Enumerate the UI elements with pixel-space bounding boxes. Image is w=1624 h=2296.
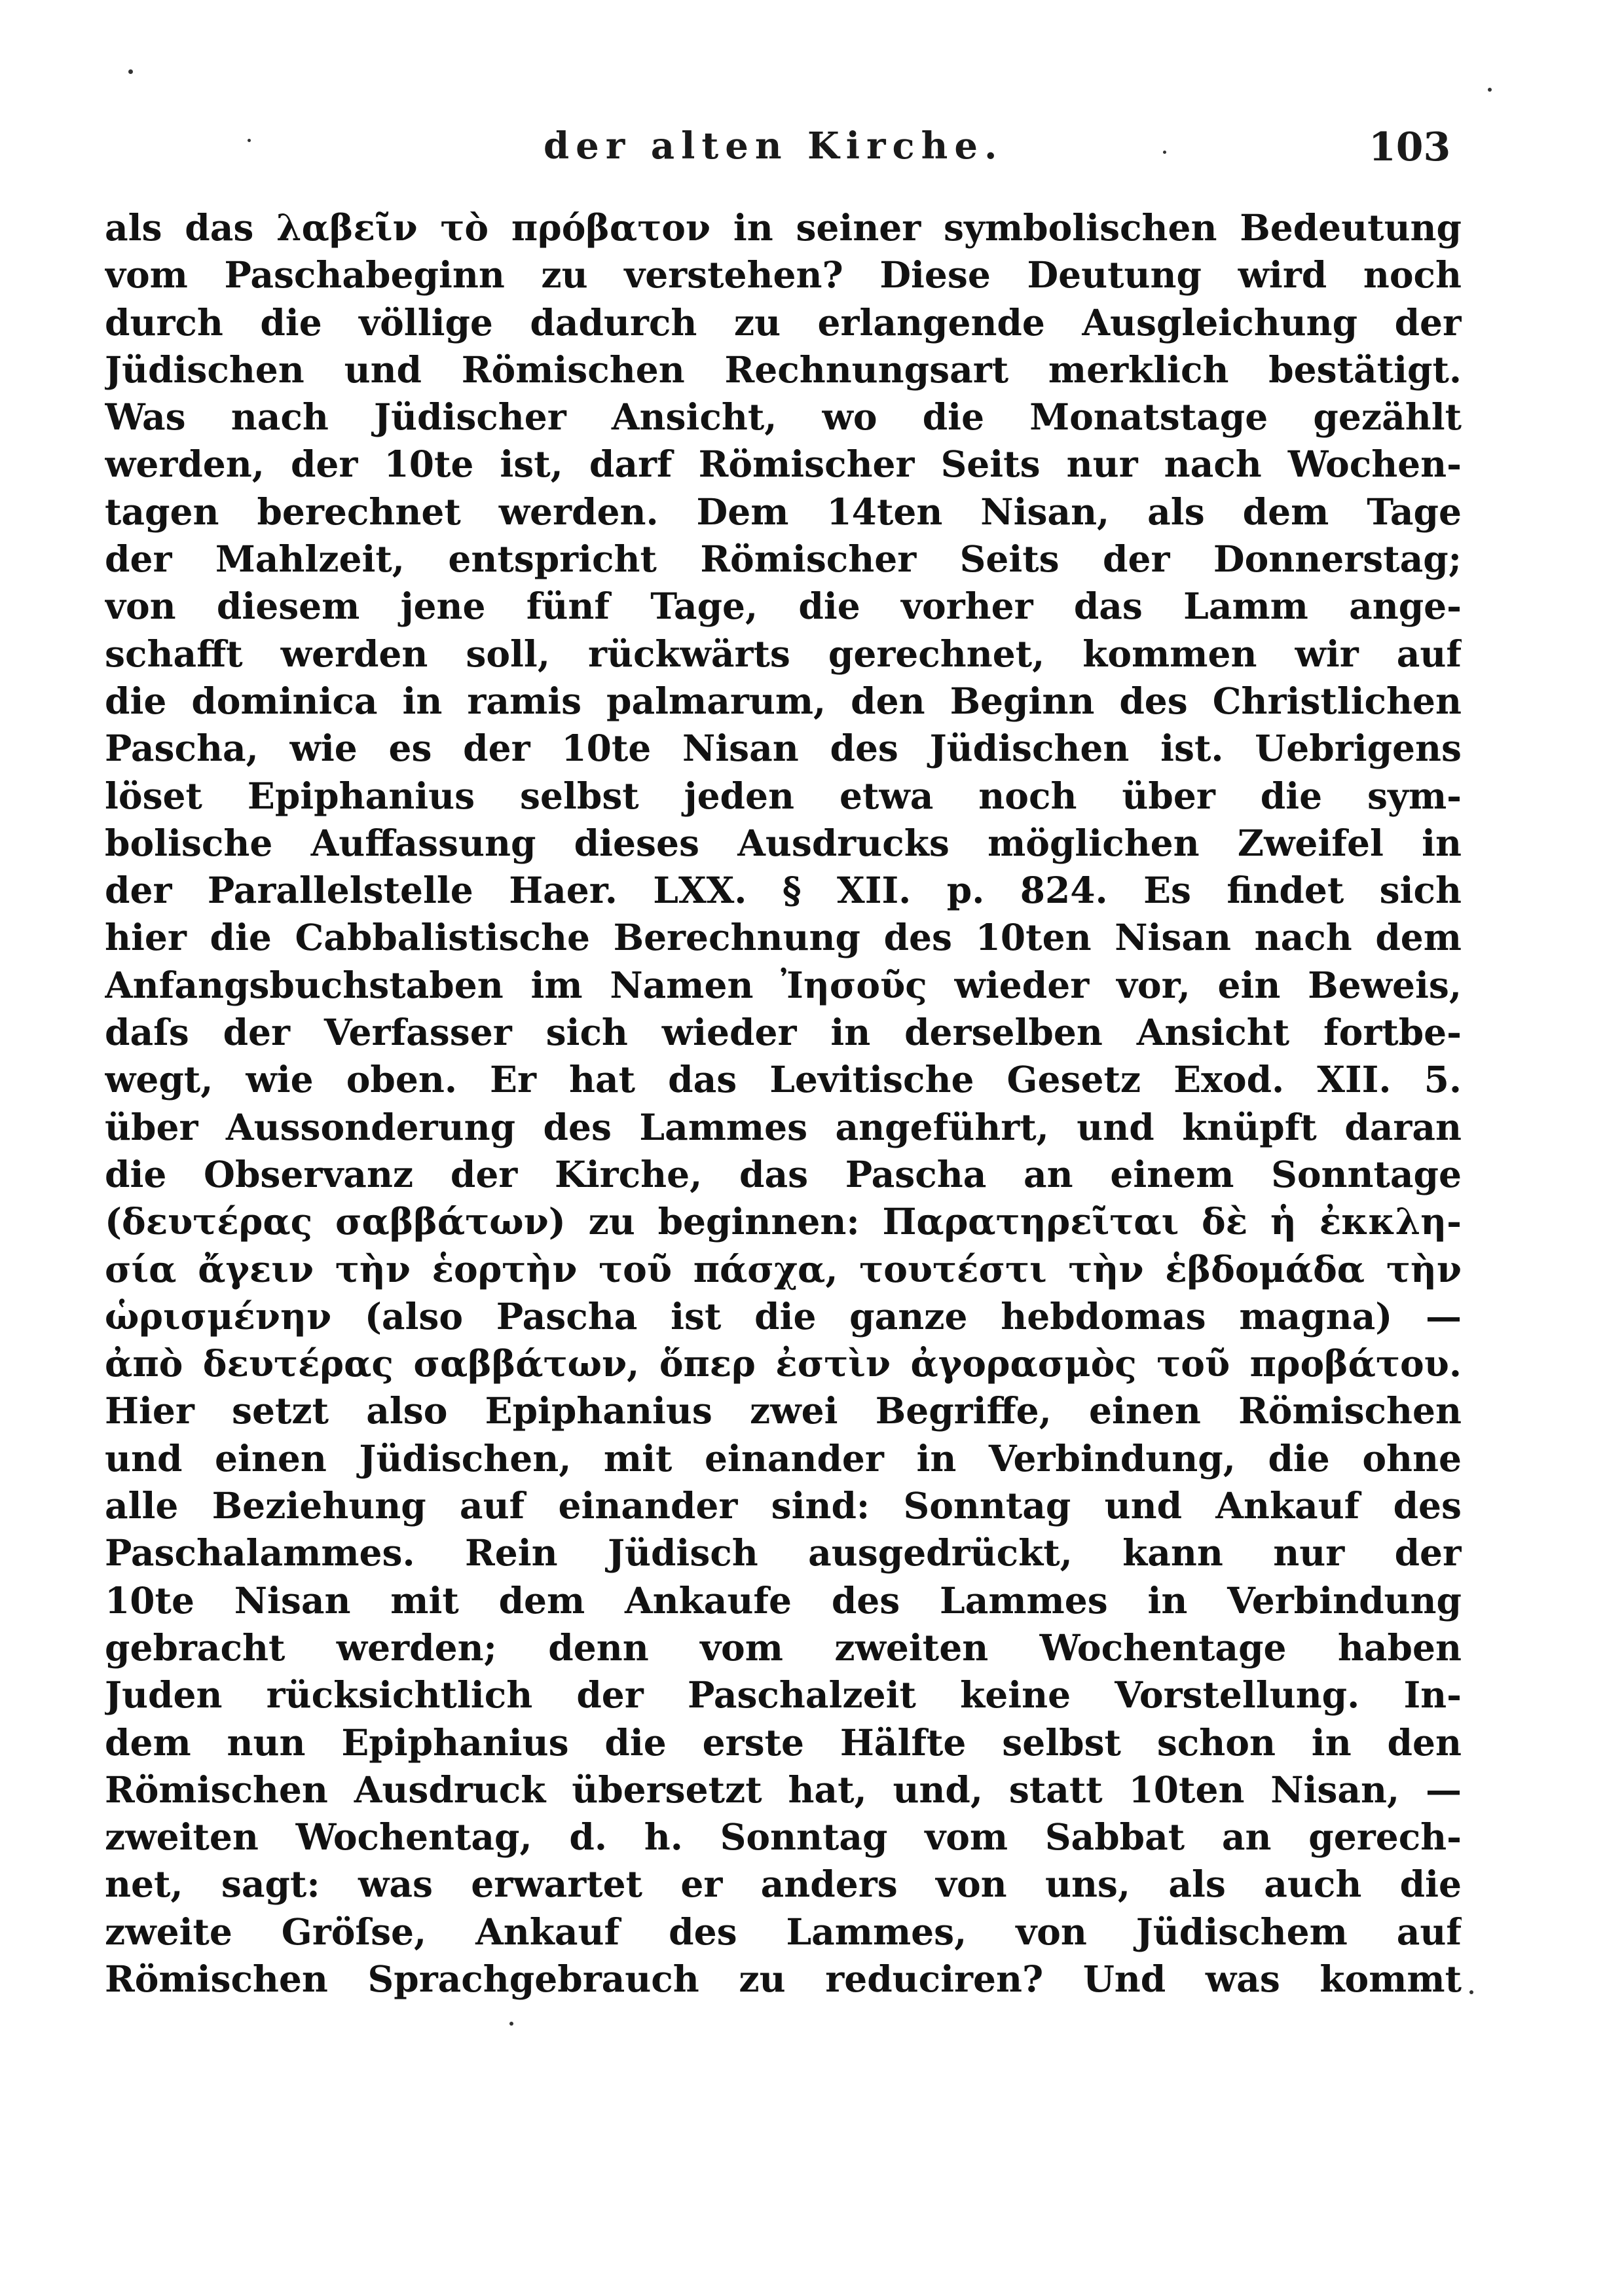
text-line: Paschalammes. Rein Jüdisch ausgedrückt, kann nur der bbox=[105, 1531, 1462, 1575]
text-line: Jüdischen und Römischen Rechnungsart merklich bestätigt. bbox=[105, 348, 1462, 391]
page-number: 103 bbox=[1369, 124, 1451, 170]
text-line: der Parallelstelle Haer. LXX. § XII. p. 824. Es findet sich bbox=[105, 869, 1462, 912]
text-line: Pascha, wie es der 10te Nisan des Jüdischen ist. Uebrigens bbox=[105, 727, 1462, 770]
text-line: Juden rücksichtlich der Paschalzeit keine Vorstellung. In- bbox=[105, 1673, 1462, 1717]
text-line: die dominica in ramis palmarum, den Beginn des Christlichen bbox=[105, 679, 1462, 722]
text-line: als das λαβεῖν τὸ πρόβατον in seiner symbolischen Bedeutung bbox=[105, 206, 1462, 249]
text-line: löset Epiphanius selbst jeden etwa noch über die sym- bbox=[105, 774, 1462, 817]
text-line: zweite Gröſse, Ankauf des Lammes, von Jüdischem auf bbox=[105, 1910, 1462, 1953]
text-line: Römischen Sprachgebrauch zu reduciren? Und was kommt bbox=[105, 1957, 1462, 2000]
text-line: tagen berechnet werden. Dem 14ten Nisan, als dem Tage bbox=[105, 490, 1462, 533]
text-line: der Mahlzeit, entspricht Römischer Seits der Donnerstag; bbox=[105, 538, 1462, 581]
text-line: von diesem jene fünf Tage, die vorher das Lamm ange- bbox=[105, 585, 1462, 628]
text-line: wegt, wie oben. Er hat das Levitische Gesetz Exod. XII. 5. bbox=[105, 1058, 1462, 1101]
text-line: vom Paschabeginn zu verstehen? Diese Deutung wird noch bbox=[105, 253, 1462, 297]
text-line: ἀπὸ δευτέρας σαββάτων, ὅπερ ἐστὶν ἀγορασμὸς τοῦ προβάτου. bbox=[105, 1342, 1462, 1385]
scan-speck bbox=[1163, 151, 1166, 154]
text-line: daſs der Verfasser sich wieder in derselben Ansicht fortbe- bbox=[105, 1011, 1462, 1054]
text-line: bolische Auffassung dieses Ausdrucks möglichen Zweifel in bbox=[105, 821, 1462, 864]
text-line: Anfangsbuchstaben im Namen Ἰησοῦς wieder vor, ein Beweis, bbox=[105, 963, 1462, 1006]
text-line: durch die völlige dadurch zu erlangende Ausgleichung der bbox=[105, 301, 1462, 344]
text-line: schafft werden soll, rückwärts gerechnet, kommen wir auf bbox=[105, 632, 1462, 675]
text-line: (δευτέρας σαββάτων) zu beginnen: Παρατηρεῖται δὲ ἡ ἐκκλη- bbox=[105, 1200, 1462, 1243]
text-line: 10te Nisan mit dem Ankaufe des Lammes in Verbindung bbox=[105, 1578, 1462, 1622]
text-line: über Aussonderung des Lammes angeführt, und knüpft daran bbox=[105, 1105, 1462, 1148]
running-title: der alten Kirche. bbox=[544, 124, 1004, 168]
body-text bbox=[105, 204, 1462, 2003]
text-line: und einen Jüdischen, mit einander in Verbindung, die ohne bbox=[105, 1436, 1462, 1480]
text-line: gebracht werden; denn vom zweiten Wochentage haben bbox=[105, 1626, 1462, 1669]
text-line: hier die Cabbalistische Berechnung des 10ten Nisan nach dem bbox=[105, 916, 1462, 959]
text-line: dem nun Epiphanius die erste Hälfte selbst schon in den bbox=[105, 1721, 1462, 1764]
text-line: Was nach Jüdischer Ansicht, wo die Monatstage gezählt bbox=[105, 395, 1462, 439]
scan-speck bbox=[248, 139, 251, 142]
text-line: Hier setzt also Epiphanius zwei Begriffe, einen Römischen bbox=[105, 1389, 1462, 1432]
text-line: alle Beziehung auf einander sind: Sonntag und Ankauf des bbox=[105, 1484, 1462, 1527]
text-line: ὡρισμένην (also Pascha ist die ganze hebdomas magna) — bbox=[105, 1294, 1462, 1338]
text-line: werden, der 10te ist, darf Römischer Seits nur nach Wochen- bbox=[105, 443, 1462, 486]
scan-speck bbox=[1469, 1990, 1473, 1994]
text-line: die Observanz der Kirche, das Pascha an einem Sonntage bbox=[105, 1152, 1462, 1195]
text-line: net, sagt: was erwartet er anders von uns, als auch die bbox=[105, 1863, 1462, 1906]
text-line: zweiten Wochentag, d. h. Sonntag vom Sabbat an gerech- bbox=[105, 1815, 1462, 1859]
scan-speck bbox=[509, 2022, 513, 2026]
scan-speck bbox=[1488, 88, 1492, 92]
text-line: Römischen Ausdruck übersetzt hat, und, statt 10ten Nisan, — bbox=[105, 1768, 1462, 1811]
scan-speck bbox=[128, 69, 133, 74]
text-line: σία ἄγειν τὴν ἑορτὴν τοῦ πάσχα, τουτέστι τὴν ἑβδομάδα τὴν bbox=[105, 1247, 1462, 1290]
